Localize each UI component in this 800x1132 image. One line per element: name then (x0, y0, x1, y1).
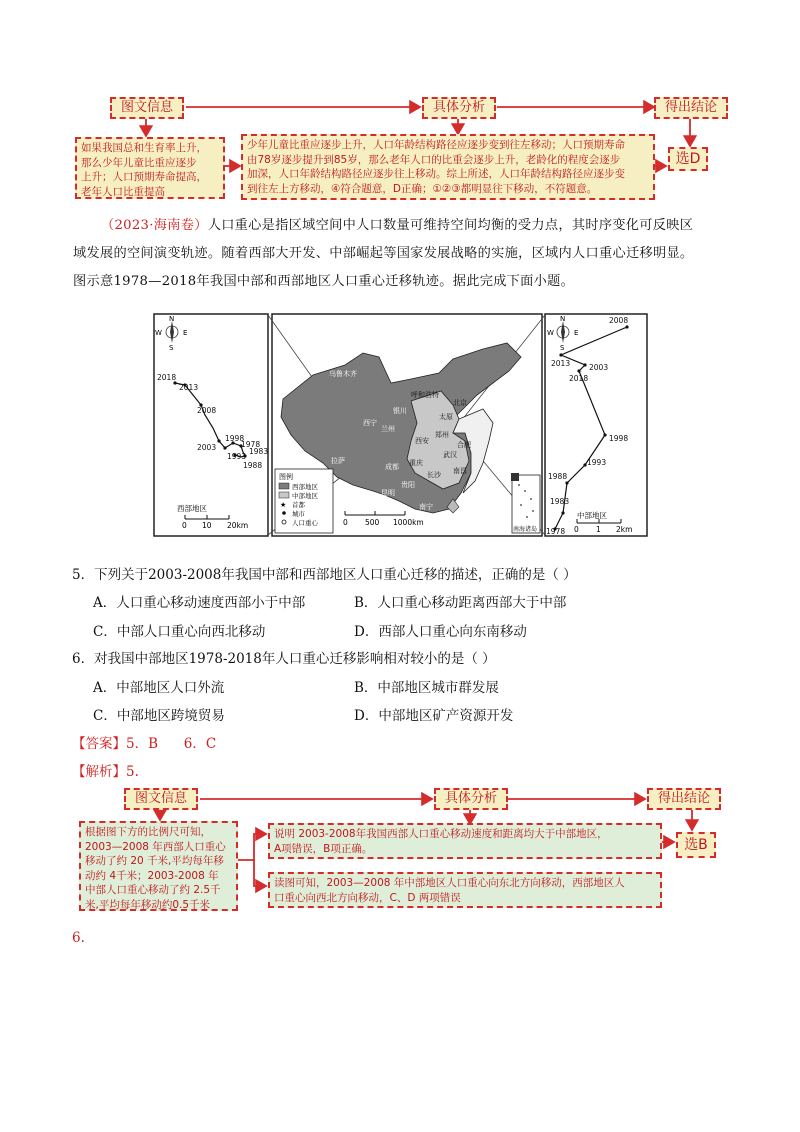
central-year-label: 2018 (569, 374, 589, 383)
central-year-label: 1978 (546, 527, 566, 536)
svg-text:贵阳: 贵阳 (401, 481, 415, 489)
svg-text:1000km: 1000km (393, 518, 424, 527)
answer-label: 【答案】 (72, 736, 126, 752)
svg-text:10: 10 (202, 521, 212, 530)
svg-text:图例: 图例 (279, 473, 293, 481)
svg-text:武汉: 武汉 (443, 451, 457, 459)
svg-text:呼和浩特: 呼和浩特 (411, 391, 439, 399)
analysis-number: 5. (126, 764, 139, 780)
svg-text:乌鲁木齐: 乌鲁木齐 (329, 370, 357, 378)
svg-text:0: 0 (574, 525, 579, 534)
svg-text:拉萨: 拉萨 (331, 457, 345, 465)
central-year-label: 2003 (589, 363, 609, 372)
west-year-label: 1988 (243, 461, 263, 470)
intro-paragraph: （2023·海南卷）人口重心是指区域空间中人口数量可维持空间均衡的受力点，其时序变化可反映区 域发展的空间演变轨迹。随着西部大开发、中部崛起等国家发展战略的实施，区域内人口重心迁移明显。 图示意1978—2018年我国中部和西部地区人口重心迁移轨迹。据此完成下面小题。 (73, 218, 694, 289)
central-year-label: 1988 (548, 472, 568, 481)
flow2-analysis-box-b: 读图可知，2003—2008 年中部地区人口重心向东北方向移动，西部地区人 口重心向西北方向移动，C、D 两项错误 (268, 872, 662, 908)
flow1-info-box: 如果我国总和生育率上升， 那么少年儿童比重应逐步 上升；人口预期寿命提高， 老年人口比重提高 (75, 137, 225, 199)
analysis-label: 【解析】 (72, 764, 126, 780)
svg-text:中部地区: 中部地区 (292, 492, 318, 500)
q6-option-c: C．中部地区跨境贸易 (93, 708, 225, 724)
central-year-label: 2008 (609, 316, 629, 325)
svg-text:N: N (169, 315, 175, 323)
flow2-conclusion-label: 得出结论 (647, 788, 721, 810)
svg-text:★: ★ (280, 501, 287, 509)
svg-text:城市: 城市 (292, 510, 305, 518)
q6-option-a: A．中部地区人口外流 (93, 680, 225, 696)
svg-text:S: S (560, 344, 565, 352)
svg-text:0: 0 (343, 518, 348, 527)
q6-option-d: D．中部地区矿产资源开发 (354, 708, 514, 724)
figure-svg (153, 313, 649, 537)
flow1-analysis-label: 具体分析 (422, 97, 496, 119)
svg-text:N: N (560, 315, 566, 323)
svg-text:成都: 成都 (385, 463, 399, 471)
svg-text:郑州: 郑州 (435, 431, 449, 439)
flow1-analysis-box: 少年儿童比重应逐步上升，人口年龄结构路径应逐步变到往左移动；人口预期寿命 由78岁逐步提升到85岁，那么老年人口的比重会逐步上升，老龄化的程度会逐步 加深，人口年龄结构路径应逐步往上移动。综上所述，人口年龄结构路径应逐步变 到往左上方移动，④符合题意，D正确；①②③都明显往下移动，不符题意。 (241, 134, 655, 200)
west-title: 西部地区 (177, 504, 207, 513)
q5-option-d: D．西部人口重心向东南移动 (354, 624, 527, 640)
svg-text:S: S (169, 344, 174, 352)
svg-text:W: W (547, 329, 554, 337)
q5-option-a: A．人口重心移动速度西部小于中部 (93, 595, 306, 611)
svg-text:长沙: 长沙 (427, 471, 441, 479)
central-year-label: 1998 (609, 434, 629, 443)
west-year-label: 2003 (197, 443, 217, 452)
inset-label: 南海诸岛 (513, 526, 538, 533)
west-year-label: 1983 (249, 447, 269, 456)
svg-text:北京: 北京 (453, 399, 467, 407)
flow2-info-box: 根据图下方的比例尺可知， 2003—2008 年西部人口重心 移动了约 20 千米,平均每年移 动约 4千米；2003-2008 年 中部人口重心移动了约 2.5千 米,平均每年移动约0.5千米 (79, 821, 238, 911)
west-year-label: 2018 (157, 373, 177, 382)
q5-option-b: B．人口重心移动距离西部大于中部 (354, 595, 567, 611)
svg-text:E: E (574, 329, 579, 337)
svg-text:银川: 银川 (393, 407, 407, 415)
source-tag: （2023·海南卷） (101, 218, 208, 233)
svg-text:南宁: 南宁 (419, 503, 433, 511)
flow2-info-label: 图文信息 (124, 788, 198, 810)
west-year-label: 1978 (241, 440, 261, 449)
west-year-label: 1998 (225, 434, 245, 443)
answer-line (72, 732, 216, 752)
central-title: 中部地区 (577, 511, 607, 520)
west-year-label: 2008 (197, 406, 217, 415)
q5-option-c: C．中部人口重心向西北移动 (93, 624, 266, 640)
svg-text:首都: 首都 (292, 501, 305, 509)
next-item-number: 6. (72, 930, 85, 946)
central-year-label: 1983 (550, 497, 570, 506)
answer-value: 5．B 6．C (126, 736, 217, 752)
svg-text:500: 500 (365, 518, 380, 527)
svg-text:0: 0 (182, 521, 187, 530)
figure (153, 313, 649, 537)
question-5-stem: 5．下列关于2003-2008年我国中部和西部地区人口重心迁移的描述，正确的是（ ） (72, 567, 577, 583)
svg-text:2km: 2km (616, 525, 633, 534)
svg-text:W: W (155, 329, 162, 337)
flow2-analysis-box-a: 说明 2003-2008年我国西部人口重心移动速度和距离均大于中部地区， A项错误，B项正确。 (268, 823, 662, 859)
svg-text:合肥: 合肥 (457, 441, 471, 449)
flow1-conclusion-label: 得出结论 (654, 97, 728, 119)
svg-text:1: 1 (596, 525, 601, 534)
svg-text:人口重心: 人口重心 (292, 519, 318, 527)
flow1-conclusion-box: 选D (668, 147, 708, 171)
svg-text:E: E (183, 329, 188, 337)
flow2-conclusion-box: 选B (676, 832, 716, 858)
svg-text:西宁: 西宁 (363, 419, 377, 427)
question-6-stem: 6．对我国中部地区1978-2018年人口重心迁移影响相对较小的是（ ） (72, 651, 496, 667)
svg-text:太原: 太原 (439, 413, 453, 421)
flow2-analysis-label: 具体分析 (434, 788, 508, 810)
svg-text:西安: 西安 (415, 437, 429, 445)
q6-option-b: B．中部地区城市群发展 (354, 680, 499, 696)
central-year-label: 2013 (551, 359, 571, 368)
svg-text:兰州: 兰州 (381, 425, 395, 433)
svg-text:20km: 20km (227, 521, 249, 530)
flow1-info-label: 图文信息 (110, 97, 184, 119)
west-year-label: 1993 (227, 452, 247, 461)
svg-text:西部地区: 西部地区 (292, 483, 318, 491)
central-year-label: 1993 (587, 458, 607, 467)
svg-text:昆明: 昆明 (381, 489, 395, 497)
svg-text:重庆: 重庆 (409, 459, 423, 467)
analysis-line (72, 760, 139, 780)
svg-text:南昌: 南昌 (453, 467, 467, 475)
map-legend (275, 469, 333, 533)
west-year-label: 2013 (179, 383, 199, 392)
